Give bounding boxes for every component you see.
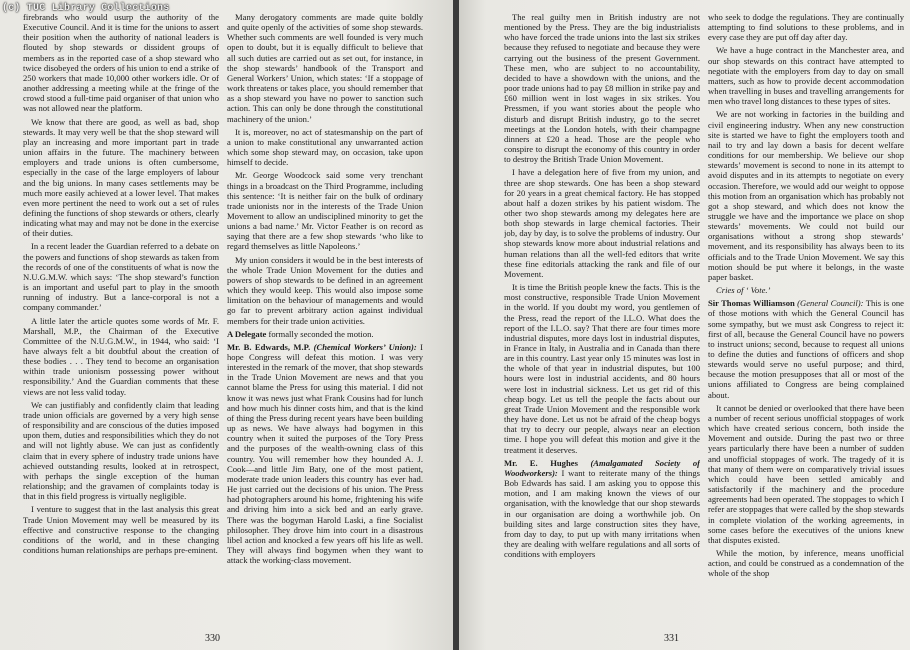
speech-paragraph <box>708 298 904 400</box>
speech-paragraph <box>504 458 700 560</box>
left-page-column-1 <box>23 12 219 628</box>
speech-text: I want to reiterate many of the things Bob Edwards has said. I am asking you to oppose this motion, and I am making known the views of our organisation, with the knowledge that our shop stewards in our organisation are doing a worthwhile job. On building sites and large construction sites they have, from day to day, to put up with many irritations when they are dealing with welfare regulations and all sorts of conditions with employers <box>504 467 700 560</box>
paragraph: We know that there are good, as well as bad, shop stewards. It may very well be that the shop steward will play an increasing and more important part in trade union affairs in the future. The machinery between employers and trade unions is often cumbersome, especially in the case of the large employers of labour and the big unions. In many cases settlements may be much more easily achieved at a lower level. That makes even more pertinent the need to work out a set of rules defining the functions of shop stewards or others, clearly indicating what may and may not be done in the exercise of their duties. <box>23 116 219 239</box>
left-page <box>0 0 453 650</box>
interjection: Cries of ‘ Vote.’ <box>716 285 771 296</box>
speaker-name: Mr. B. Edwards, M.P. <box>227 341 311 352</box>
paragraph: The real guilty men in British industry are not mentioned by the Press. They are the big industrialists who have forced the trade unions into the last six strikes because they refused to negotiate and because they were carrying out the business of the present Government. These men, who are subject to no accountability, decided to have a showdown with the unions, and the poor trade unions had to pay £8 million in strike pay and £60 million went in lost wages in six strikes. You Pressmen, if you want stories about the people who disturb and disrupt British industry, go to the secret meetings at the London hotels, with their champagne dinners at £20 a head. Those are the people who conspire to disrupt the economy of this country in order to destroy the British Trade Union Movement. <box>504 12 700 165</box>
speech-text: I hope Congress will defeat this motion. I was very interested in the remark of the mover, that shop stewards in the Trade Union Movement are news and that you cannot blame the Press for using this material. I did not know it was news just what Frank Cousins had for lunch and how much his dinner costs him, and that is the kind of thing the Press during recent years have been building up as news. We have always had bogymen in this country when it suited the purposes of the Tory Press and the purposes of the wealth-owning class of this country. You will remember how they hounded A. J. Cook—and little Jim Baty, one of the most patient, moderate trade union leaders this country has ever had. He just carried out the decisions of his union. The Press had photographers around his home, frightening his wife and driving him into a sick bed and an early grave. There was the bogyman Harold Laski, a fine Socialist philosopher. They drove him into court in a disastrous libel action and knocked a few years off his life as well. They will always find bogymen when they want to attack the working-class movement. <box>227 341 423 566</box>
speaker-name: Sir Thomas Williamson <box>708 298 795 309</box>
paragraph: who seek to dodge the regulations. They are continually attempting to find solutions to these problems, and in every case they are put off day after day. <box>708 12 904 43</box>
paragraph: We are not working in factories in the building and civil engineering industry. When any new construction site is started we have to fight the employers tooth and nail to try and lay down a basis for decent welfare conditions for our membership. We believe our shop stewards’ movement is second to none in its attempt to avoid disputes and in its attempts to negotiate on every occasion. Therefore, we would add our weight to oppose this motion from an organisation which has probably not got a shop steward, and which does not know the struggle we have and the importance we place on shop stewards’ movements. We could not build our organisations without a strong shop stewards’ movement, and its responsibility has always been to its officials and to the Trade Union Movement. We say this motion should be put where it belongs, in the waste paper basket. <box>708 109 904 282</box>
paragraph: In a recent leader the Guardian referred to a debate on the powers and functions of shop stewards as taken from the records of one of the constituents of what is now the N.U.G.M.W. which says: ‘The shop steward’s function is an important and useful part to play in the smooth running of industry. But a lance-corporal is not a company commander.’ <box>23 241 219 313</box>
seconder-paragraph <box>227 329 423 339</box>
speaker-name: A Delegate <box>227 328 267 339</box>
speaker-union: (Chemical Workers’ Union): <box>310 341 417 352</box>
paragraph: While the motion, by inference, means unofficial action, and could be construed as a condemnation of the whole of the shop <box>708 547 904 579</box>
paragraph: A little later the article quotes some words of Mr. F. Marshall, M.P., the Chairman of the Executive Committee of the N.U.G.M.W., in 1944, who said: ‘I have always felt a bit doubtful about the creation of these bodies . . . They tend to become an organisation within trade unionism possessing power without responsibility.’ And the Guardian comments that these views are not less valid today. <box>23 315 219 397</box>
speech-paragraph <box>227 342 423 565</box>
right-page-column-1 <box>504 12 700 628</box>
paragraph: firebrands who would usurp the authority of the Executive Council. And it is time for the unions to assert their position when the authority of national leaders is flouted by shop stewards or dissident groups of members as in the reported case of a shop steward who twice disobeyed the orders of his union to end a strike of 250 workers that made 10,000 other workers idle. Or of another addressing a meeting while at the fringe of the crowd stood a full-time paid organiser of that union who was not allowed near the platform. <box>23 12 219 114</box>
paragraph: It cannot be denied or overlooked that there have been a number of recent serious unofficial stoppages of work which have created serious concern, both inside the Movement and outside. During the past two or three years particularly there have been a number of sudden and unofficial stoppages of work. The tragedy of it is that many of them were on comparatively trivial issues which could have been settled amicably and satisfactorily if the machinery and the procedure agreements had been operated. The stoppages to which I refer are stoppages that were called by the shop stewards in complete violation of the working agreements, in some cases before the executives of the unions knew that disputes existed. <box>708 402 904 545</box>
speech-text: This is one of those motions with which the General Council has some sympathy, but we must ask Congress to reject it: first of all, because the General Council have no powers to instruct unions; second, because to request all unions to define the duties and functions of officers and shop stewards would serve no useful purpose; and third, because the motion presupposes that all or most of the unions affiliated to Congress are being complained about. <box>708 298 904 400</box>
collection-watermark: (c) TUC Library Collections <box>2 3 170 14</box>
speaker-union: (Amalgamated Society of Woodworkers): <box>504 457 700 478</box>
page-number: 330 <box>205 633 220 644</box>
paragraph: Many derogatory comments are made quite boldly and quite openly of the activities of some shop stewards. Whether such comments are well founded is very much open to doubt, but it is equally difficult to believe that all such duties are carried out as set out, for instance, in the shop stewards’ handbook of the Transport and General Workers’ Union, which states: ‘If a stoppage of work threatens or takes place, you should remember that as a shop steward you have no power to sanction such action. This can only be done through the constitutional machinery of the union.’ <box>227 12 423 124</box>
paragraph: It is, moreover, no act of statesmanship on the part of a union to make constitutional any unwarranted action which some shop steward may, on occasion, take upon himself to decide. <box>227 126 423 168</box>
speaker-name: Mr. E. Hughes <box>504 457 578 468</box>
speech-text: formally seconded the motion. <box>266 328 374 339</box>
paragraph: I venture to suggest that in the last analysis this great Trade Union Movement may well be measured by its effective and constructive response to the changing conditions of the world, and in these changing conditions human relationships are perhaps pre-eminent. <box>23 504 219 555</box>
right-page <box>459 0 910 650</box>
speaker-union: (General Council): <box>794 298 864 309</box>
left-page-column-2 <box>227 12 423 628</box>
paragraph: We can justifiably and confidently claim that leading trade union officials are governed by a very high sense of responsibility and are conscious of the duties imposed upon them, duties and responsibilities which they do not and will not lightly abuse. We can just as confidently claim that in every sphere of industry trade unions have achieved outstanding results, looked at in retrospect, with perhaps the single exception of the human relationship; and the gravamen of complaints today is that in this field progress is virtually negligible. <box>23 399 219 502</box>
paragraph: Mr. George Woodcock said some very trenchant things in a broadcast on the Third Programme, including this sentence: ‘It is neither fair on the bulk of ordinary trade unionists nor in the interests of the Trade Union Movement to allow an undisciplined minority to get the unions a bad name.’ Mr. Victor Feather is on record as saying that there are a few shop stewards ‘who like to regard themselves as little Napoleons.’ <box>227 170 423 252</box>
paragraph: It is time the British people knew the facts. This is the most constructive, responsible Trade Union Movement in the world. If you doubt my word, you gentlemen of the Press, read the report of the I.L.O. What does the report of the I.L.O. say? That there are four times more industrial disputes, more days lost in industrial disputes, in France in Italy, in Australia and in Canada than there are in this country. Last year only 15 minutes was lost in the whole of that year in industrial disputes, but 100 hours were lost in industrial accidents, and 80 hours were lost in industrial sickness. Let us get rid of this cheap bogy. Let us tell the people the facts about our great Trade Union Movement and the responsible work they have done. Let us not be afraid of the cheap bogys that try to decry our people, always near an election time. I hope you will defeat this motion and give it the treatment it deserves. <box>504 282 700 455</box>
right-page-column-2 <box>708 12 904 628</box>
paragraph: We have a huge contract in the Manchester area, and our shop stewards on this contract have attempted to negotiate with the employers from day to day on small matters, such as how to provide decent accommodation when travelling in buses and travelling arrangements for men who travel long distances to these types of sites. <box>708 45 904 107</box>
paragraph: My union considers it would be in the best interests of the whole Trade Union Movement for the duties and powers of shop stewards to be defined in an agreement which they would keep. This would also impose some limitation on the behaviour of managements and would go far to prevent arbitrary action against individual members for their trade union activities. <box>227 254 423 326</box>
paragraph: I have a delegation here of five from my union, and three are shop stewards. One has been a shop steward for 20 years in a great chemical factory. He has stopped about half a dozen strikes by his patient wisdom. The other two shop stewards among my delegates here are both shop stewards in large chemical factories. Their job, day by day, is to solve the problems of industry. Our shop stewards know more about industrial relations and human relations than all the well-fed editors that write these fine editorials attacking the rank and file of our Movement. <box>504 167 700 279</box>
page-number: 331 <box>664 633 679 644</box>
